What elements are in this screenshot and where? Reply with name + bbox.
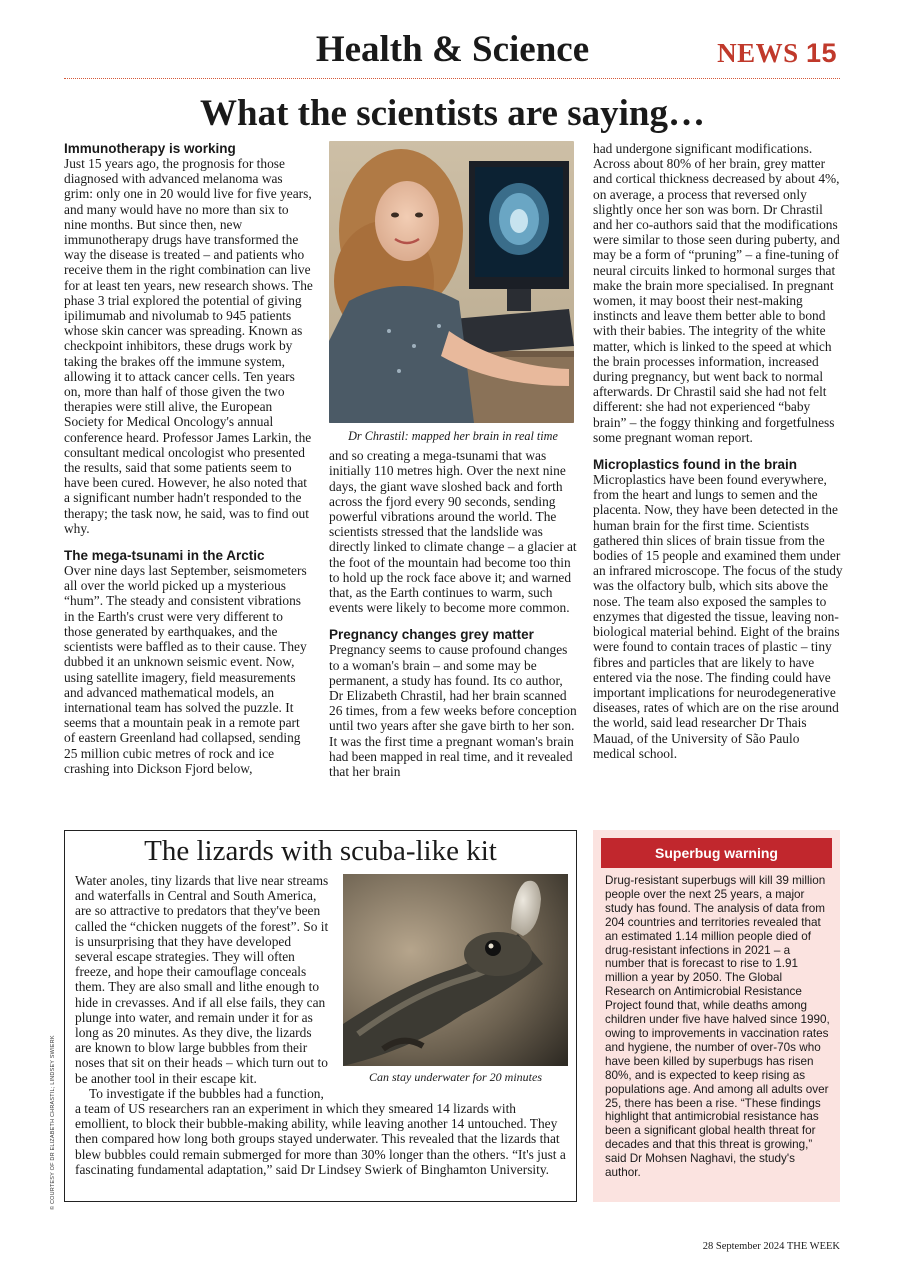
- superbug-box: [593, 830, 840, 1202]
- superbug-heading: Superbug warning: [601, 838, 832, 868]
- page-label: [717, 38, 837, 69]
- microplastics-body: Microplastics have been found everywhere, from the heart and lungs to semen and the placenta. Now, they have been detected in the human brain for the first time. Scientists gathered thin slices of brain tissue from the bodies of 15 people and examined them under an infrared microscope. The focus of the study was the olfactory bulb, which sits above the nose. The team also exposed the samples to enzymes that digested the tissue, leaving non-biological material behind. Eight of the brains were found to contain traces of plastic – tiny fibres and particles that are likely to have entered via the nose. The finding could have important implications for neurodegenerative diseases, rates of which are on the rise around the world, said lead researcher Dr Thais Mauad, of the University of São Paulo medical school.: [593, 472, 843, 761]
- pregnancy-body-part1: Pregnancy seems to cause profound changes to a woman's brain – and some may be permanent, a study has found. Its co author, Dr Elizabeth Chrastil, had her brain scanned 26 times, from a few weeks before conception until two years after she gave birth to her son. It was the first time a pregnant woman's brain had been mapped in real time, and it revealed that her brain: [329, 642, 577, 780]
- lizard-photo-illustration: [343, 874, 568, 1066]
- lizards-title: The lizards with scuba-like kit: [144, 835, 497, 867]
- tsunami-body-part2: and so creating a mega-tsunami that was initially 110 metres high. Over the next nine days, the giant wave sloshed back and forth across the fjord every 90 seconds, sending powerful vibrations around the world. The scientists stressed that the landslide was directly linked to climate change – a glacier at the foot of the mountain had become too thin to hold up the rock face above it; and warned that, as the Earth continues to warm, such events were likely to become more common.: [329, 448, 577, 616]
- lizards-body-part1: Water anoles, tiny lizards that live near streams and waterfalls in Central and South America, are so attractive to predators that they've been called the “chicken nuggets of the forest”. So it is unsurprising that they have developed several escape strategies. They will often freeze, and hope their camouflage conceals them. They are also small and lithe enough to hide in crevasses. And if all else fails, they can plunge into water, and remain under it for as long as 20 minutes. As they dive, the lizards are known to blow large bubbles from their noses that sit on their heads – which turn out to be another tool in their escape kit.: [75, 873, 329, 1086]
- pregnancy-body-part2: had undergone significant modifications. Across about 80% of her brain, grey matter and cortical thickness decreased by about 4%, on average, a process that reversed only slightly once her son was born. Dr Chrastil and her co-authors said that the modifications were similar to those seen during puberty, and may be a form of “pruning” – a fine-tuning of neural circuits linked to hormonal surges that make the brain more specialised. In pregnant women, it may boost their nest-making instincts and leave them better able to bond with their babies. The integrity of the white matter, which is linked to the speed at which the brain processes information, increased during pregnancy, but went back to normal afterwards. Dr Chrastil said she had not felt different: she had not experienced “baby brain” – the foggy thinking and forgetfulness some pregnant woman report.: [593, 141, 840, 445]
- column-1: [64, 141, 314, 776]
- scientist-photo-caption: Dr Chrastil: mapped her brain in real time: [348, 429, 558, 443]
- lizards-body-part2: To investigate if the bubbles had a function, a team of US researchers ran an experiment in which they smeared 14 lizards with emollient, to block their bubble-making ability, while leaving another 14 untouched. They then compared how long both groups stayed underwater. This revealed that the lizards that blew bubbles could remain submerged for more than 30% longer than the others. “It's just a fascinating fundamental adaptation,” said Dr Lindsey Swierk of Binghamton University.: [75, 1085, 566, 1177]
- section-title: Health & Science: [315, 29, 590, 70]
- scientist-photo: [329, 141, 574, 423]
- pregnancy-heading: Pregnancy changes grey matter: [329, 627, 534, 643]
- masthead: [0, 28, 905, 76]
- photo-credit: © COURTESY OF DR ELIZABETH CHRASTIL; LINDSEY SWIERK: [50, 1035, 56, 1210]
- header-rule: [64, 78, 840, 79]
- lizards-text: [75, 873, 568, 1177]
- lizard-photo: [343, 874, 568, 1066]
- issue-date: 28 September 2024: [702, 1241, 785, 1252]
- superbug-body: Drug-resistant superbugs will kill 39 million people over the next 25 years, a major study has found. The analysis of data from 204 countries and territories revealed that an estimated 1.14 million people died of drug-resistant infections in 2021 – a number that is forecast to rise to 1.91 million a year by 2050. The Global Research on Antimicrobial Resistance Project found that, while deaths among children under five have halved since 1990, owing to improvements in vaccination rates and hygiene, the number of over-70s who have been killed by superbugs has risen 80%, and is expected to keep rising as populations age. And among all adults over 25, there has been a rise. “These findings highlight that antimicrobial resistance has been a significant global health threat for decades and that this threat is growing,” said Dr Mohsen Naghavi, the study's author.: [605, 874, 830, 1180]
- lizard-photo-caption: Can stay underwater for 20 minutes: [369, 1070, 542, 1084]
- tsunami-heading: The mega-tsunami in the Arctic: [64, 548, 265, 564]
- microplastics-heading: Microplastics found in the brain: [593, 457, 798, 473]
- page-number: 15: [805, 38, 837, 68]
- column-2: [329, 141, 577, 779]
- tsunami-body-part1: Over nine days last September, seismometers all over the world picked up a mysterious “hum”. The steady and consistent vibrations in the Earth's crust were very different to those generated by earthquakes, and the scientists were baffled as to their cause. They dubbed it an unknown seismic event. Now, using satellite imagery, field measurements and advanced mathematical models, an international team has solved the puzzle. It seems that a mountain peak in a remote part of eastern Greenland had collapsed, sending 25 million cubic metres of rock and ice crashing into Dickson Fjord below,: [64, 563, 307, 776]
- publication-name: THE WEEK: [786, 1241, 840, 1252]
- column-3: [593, 141, 843, 761]
- scientist-photo-illustration: [329, 141, 574, 423]
- news-label: NEWS: [717, 38, 799, 68]
- lizards-feature-box: [64, 830, 577, 1202]
- page-headline: What the scientists are saying…: [200, 93, 705, 134]
- immunotherapy-heading: Immunotherapy is working: [64, 141, 236, 156]
- immunotherapy-body: Just 15 years ago, the prognosis for those diagnosed with advanced melanoma was grim: only one in 20 would live for five years, and many would have no more than six to nine months. But since then, new immunotherapy drugs have transformed the way the disease is treated – and patients who receive them in the right combination can live for at least ten years, new research shows. The phase 3 trial explored the potential of giving ipilimumab and nivolumab to 945 patients whose skin cancer was spreading. Known as checkpoint inhibitors, these drugs work by taking the brakes off the immune system, allowing it to attack cancer cells. Ten years on, more than half of those given the two therapies were still alive, the European Society for Medical Oncology's annual conference heard. Professor James Larkin, the consultant medical oncologist who presented the results, said that some patients seem to have been cured. However, he also noted that a significant number hadn't responded to the therapy; the task now, he said, was to find out why.: [64, 156, 313, 536]
- page-footer: [703, 1241, 840, 1252]
